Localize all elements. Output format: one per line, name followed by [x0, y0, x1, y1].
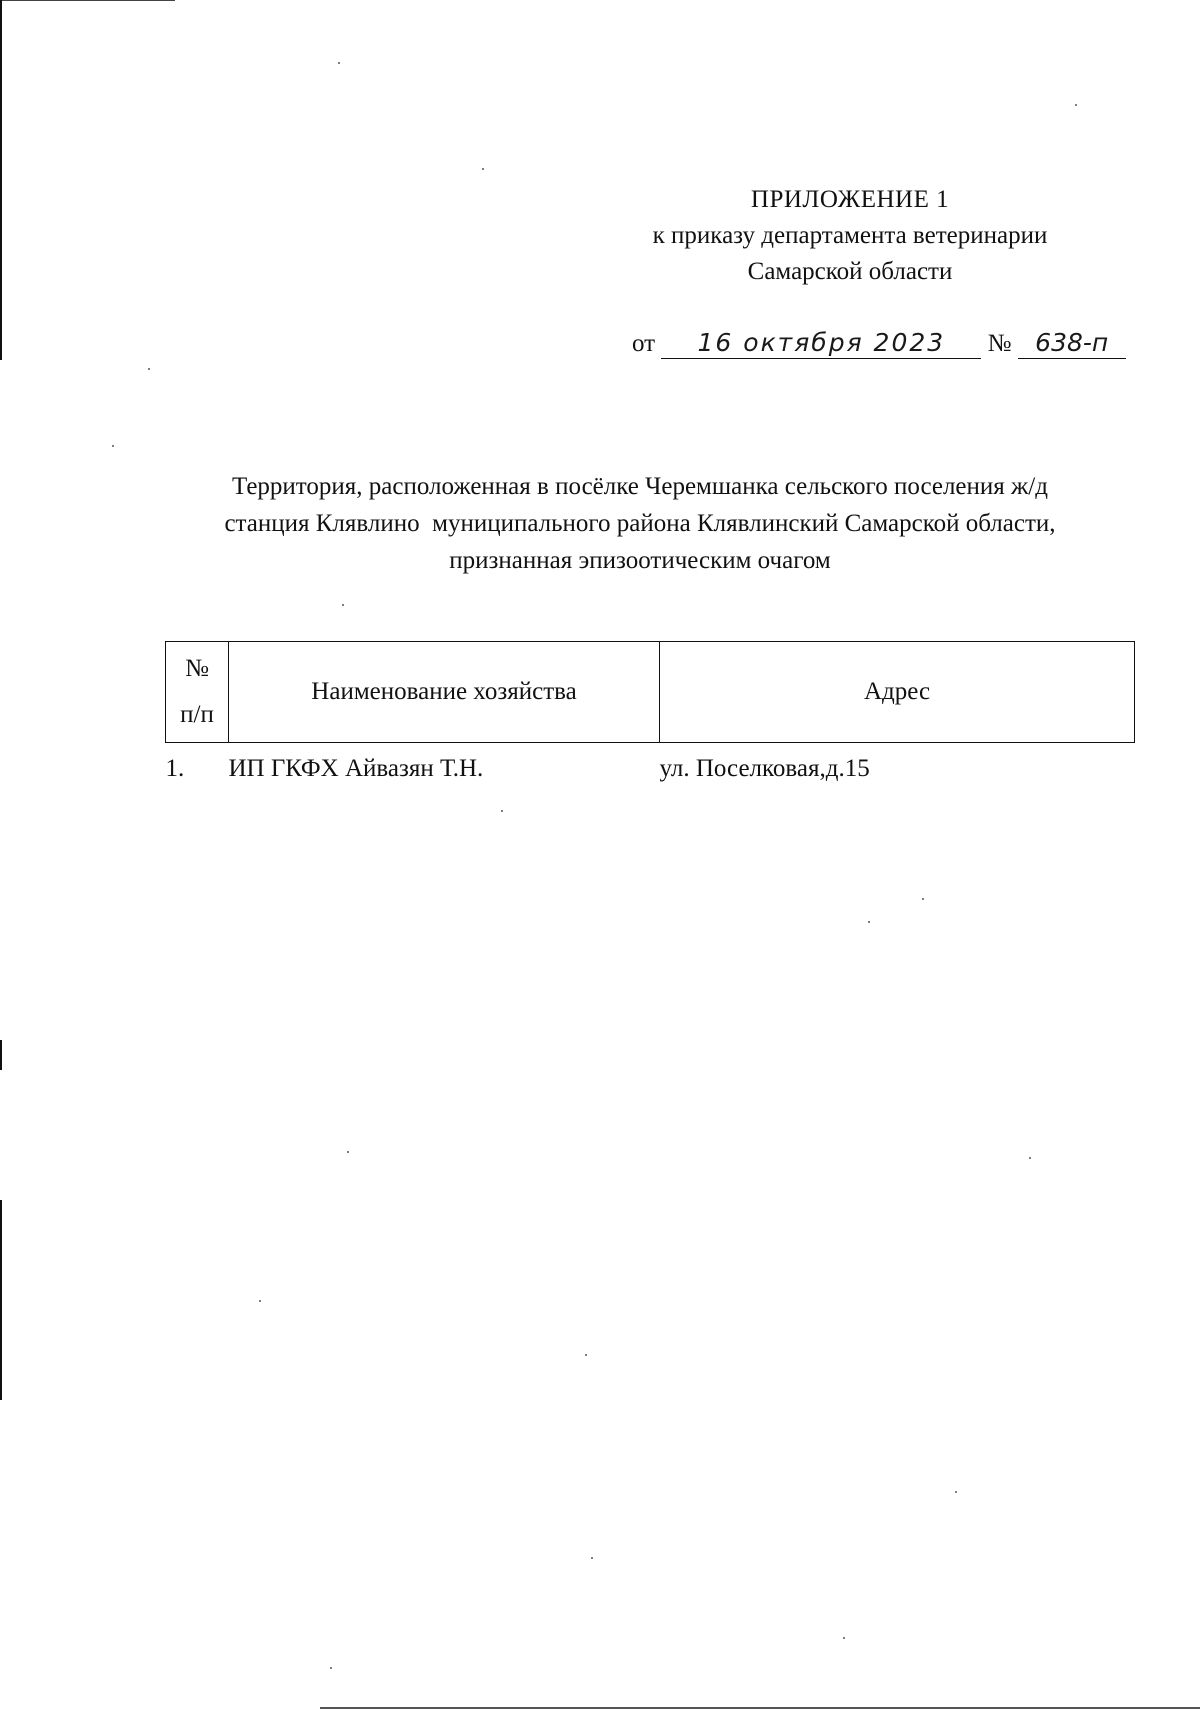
scan-speck [482, 168, 484, 170]
scan-speck [347, 1151, 349, 1153]
row-farm-name: ИП ГКФХ Айвазян Т.Н. [228, 755, 484, 782]
scan-edge-left [0, 0, 2, 360]
order-date-handwritten: 16 октября 2023 [661, 328, 981, 359]
scan-speck [338, 62, 340, 64]
scan-speck [922, 898, 924, 900]
scan-speck [955, 1491, 957, 1493]
scan-speck [112, 445, 114, 447]
scan-speck [591, 1557, 593, 1559]
column-header-number [166, 642, 229, 743]
scan-speck [148, 368, 150, 370]
farms-table [165, 641, 1135, 783]
column-header-address: Адрес [660, 642, 1135, 743]
heading-line: Территория, расположенная в посёлке Черемшанка сельского поселения ж/д [232, 473, 1048, 500]
scan-speck [259, 1300, 261, 1302]
order-from-label: от [632, 330, 656, 357]
row-address: ул. Поселковая,д.15 [659, 755, 870, 782]
appendix-line: Самарской области [747, 258, 953, 285]
table-header-row [166, 642, 1135, 743]
scan-edge-left [0, 1040, 2, 1070]
scan-speck [868, 921, 870, 923]
row-number: 1. [165, 755, 185, 782]
column-header-number-bottom: п/п [180, 701, 214, 728]
scan-speck [843, 1637, 845, 1639]
column-header-name: Наименование хозяйства [229, 642, 660, 743]
scan-speck [1075, 104, 1077, 106]
table-row [166, 743, 1135, 784]
appendix-block [590, 182, 1110, 290]
appendix-line: к приказу департамента ветеринарии [652, 222, 1048, 249]
scan-edge-bottom [320, 1707, 1200, 1709]
scan-speck [330, 1667, 332, 1669]
heading-line: станция Клявлино муниципального района Клявлинский Самарской области, [224, 510, 1056, 537]
document-heading [150, 468, 1130, 579]
scan-edge-left [0, 1200, 2, 1400]
scan-speck [501, 810, 503, 812]
order-number-label: № [987, 330, 1012, 357]
column-header-number-top: № [185, 655, 209, 682]
order-reference [632, 328, 1126, 359]
scan-speck [1029, 1157, 1031, 1159]
scan-edge-top [0, 0, 175, 1]
appendix-title: ПРИЛОЖЕНИЕ 1 [750, 186, 950, 213]
heading-line: признанная эпизоотическим очагом [449, 547, 831, 574]
order-number-handwritten: 638-п [1018, 328, 1126, 359]
scan-speck [342, 604, 344, 606]
scan-speck [585, 1354, 587, 1356]
